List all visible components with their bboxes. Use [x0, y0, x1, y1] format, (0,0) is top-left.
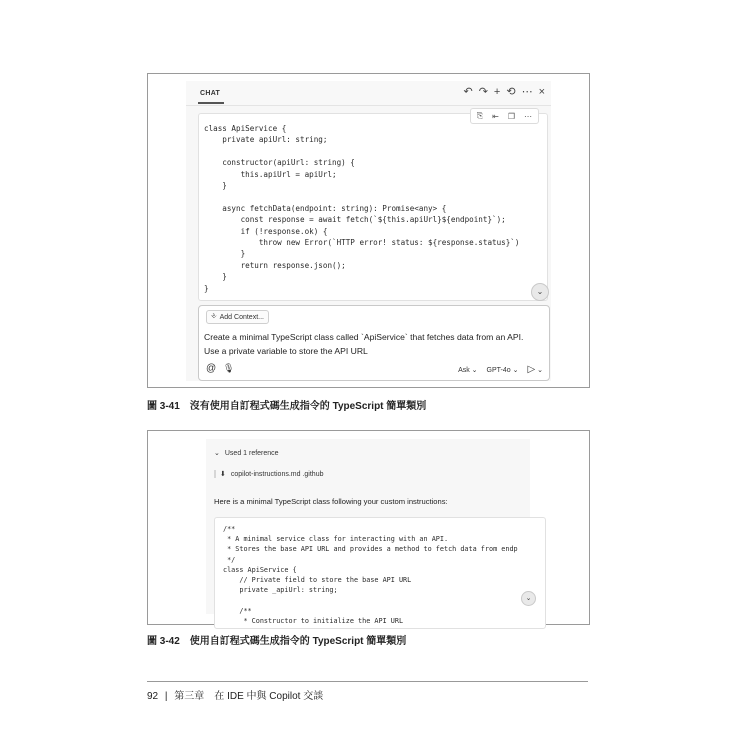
chevron-down-icon: ⌄ [214, 450, 220, 457]
microphone-icon[interactable]: 🎙 [223, 363, 235, 373]
send-button[interactable]: ▷ ⌄ [527, 364, 543, 375]
code-line: async fetchData(endpoint: string): Promise<any> { [204, 203, 447, 213]
used-reference-label: Used 1 reference [224, 449, 279, 457]
mode-select[interactable]: Ask ⌄ [458, 366, 478, 374]
copy-icon[interactable]: ❐ [507, 111, 515, 121]
code-toolbar [470, 108, 539, 124]
chat-response-panel [206, 439, 530, 625]
used-reference-toggle[interactable] [214, 449, 279, 457]
reference-file[interactable] [214, 470, 323, 478]
apply-icon[interactable]: ⎘ [476, 111, 484, 120]
history-icon[interactable]: ⟲ [506, 86, 516, 98]
scroll-down-button[interactable] [531, 283, 549, 301]
insert-icon[interactable]: ⇤ [492, 111, 499, 121]
input-footer [199, 363, 549, 375]
code-line: } [204, 181, 227, 191]
code-line: constructor(apiUrl: string) { [204, 158, 355, 168]
input-controls [458, 364, 543, 375]
code-line [223, 595, 518, 605]
caption-text: 沒有使用自訂程式碼生成指令的 TypeScript 簡單類別 [189, 401, 427, 412]
page-footer [147, 687, 323, 702]
code-line: } [204, 272, 227, 282]
header-toolbar [463, 87, 545, 98]
code-line: } [204, 283, 209, 293]
chat-input[interactable] [198, 305, 550, 381]
chevron-down-icon: ⌄ [536, 287, 544, 296]
add-context-button[interactable] [206, 310, 269, 324]
code-line: private _apiUrl: string; [223, 586, 338, 595]
more-icon[interactable]: ⋯ [521, 86, 533, 98]
caption-number: 圖 3-41 [147, 401, 180, 412]
footer-rule [147, 681, 588, 682]
code-line: * A minimal service class for interacting with an API. [223, 535, 449, 544]
code-block [214, 517, 546, 629]
close-icon[interactable]: × [538, 86, 545, 98]
more-icon[interactable]: ⋯ [524, 111, 532, 121]
figure-caption-3-41 [147, 397, 426, 412]
add-context-label: Add Context... [219, 313, 264, 321]
file-icon: ⬇ [220, 471, 226, 478]
page-number: 92 [147, 691, 159, 702]
code-line: // Private field to store the base API URL [223, 576, 412, 585]
code-line: return response.json(); [204, 260, 346, 270]
code-line [204, 191, 519, 202]
redo-icon[interactable]: ↷ [478, 86, 488, 98]
chat-panel [186, 81, 551, 381]
response-intro: Here is a minimal TypeScript class following your custom instructions: [214, 497, 448, 506]
model-select[interactable]: GPT-4o ⌄ [486, 366, 519, 374]
code-line: * Stores the base API URL and provides a method to fetch data from endp [223, 545, 518, 554]
code-line: } [204, 249, 246, 259]
code-line: throw new Error(`HTTP error! status: ${response.status}`) [204, 238, 520, 248]
code-block [198, 113, 548, 301]
model-label: GPT-4o [486, 366, 511, 374]
code-line: class ApiService { [204, 124, 287, 133]
send-icon: ▷ [527, 364, 536, 375]
code-line: if (!response.ok) { [204, 226, 328, 236]
scroll-down-button[interactable] [521, 591, 536, 606]
tab-chat[interactable]: CHAT [200, 90, 221, 97]
code-line: */ [223, 555, 236, 564]
code-line: this.apiUrl = apiUrl; [204, 169, 337, 179]
figure-caption-3-42 [147, 632, 406, 647]
code-text [223, 524, 518, 626]
prompt-text[interactable]: Create a minimal TypeScript class called `ApiService` that fetches data from an API. Use a private variable to store the API URL [204, 332, 524, 356]
code-text [204, 123, 519, 294]
chevron-down-icon: ⌄ [525, 595, 532, 602]
mention-icon[interactable]: @ [206, 363, 217, 374]
footer-separator: | [164, 691, 168, 702]
chat-header [186, 81, 551, 106]
chapter-title: 第三章 在 IDE 中與 Copilot 交談 [174, 691, 324, 702]
code-line: /** [223, 525, 236, 533]
paperclip-icon: ⎀ [211, 313, 217, 320]
mode-label: Ask [458, 366, 470, 374]
plus-icon[interactable]: + [493, 86, 501, 98]
caption-number: 圖 3-42 [147, 636, 180, 647]
code-line: private apiUrl: string; [204, 135, 328, 145]
code-line [204, 146, 519, 157]
code-line: /** [223, 606, 252, 615]
code-line: const response = await fetch(`${this.apiUrl}${endpoint}`); [204, 215, 506, 225]
figure-3-42-screenshot [147, 430, 590, 625]
code-line: class ApiService { [223, 565, 297, 574]
code-line: * Constructor to initialize the API URL [223, 616, 404, 625]
caption-text: 使用自訂程式碼生成指令的 TypeScript 簡單類別 [189, 636, 407, 647]
figure-3-41-screenshot [147, 73, 590, 388]
reference-file-label: copilot-instructions.md .github [230, 470, 324, 478]
tab-underline [198, 102, 224, 104]
undo-icon[interactable]: ↶ [463, 86, 473, 98]
